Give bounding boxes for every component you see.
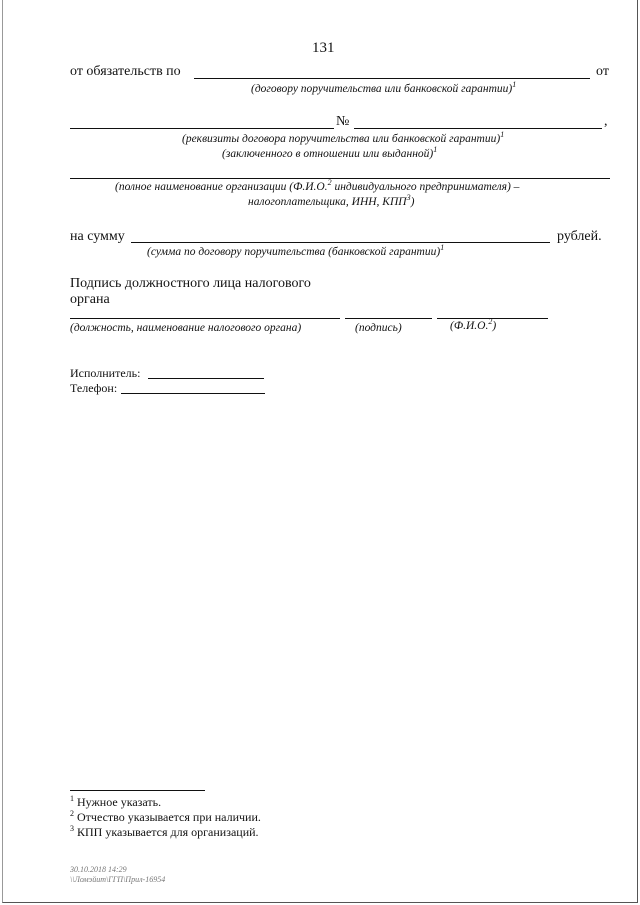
signature-title-line1: Подпись должностного лица налогового <box>70 276 311 291</box>
phone-line <box>121 393 265 394</box>
print-stamp-line2: \\Ломэйит\ГГП\Прил-16954 <box>70 875 166 884</box>
from-label: от <box>596 64 609 79</box>
fio-line <box>437 318 548 319</box>
taxpayer-caption: налогоплательщика, ИНН, КПП$^3$) <box>248 193 415 208</box>
phone-label: Телефон: <box>70 381 118 395</box>
executor-label: Исполнитель: <box>70 366 141 380</box>
page-number: 131 <box>312 40 335 56</box>
obligations-label: от обязательств по <box>70 64 181 79</box>
executor-line <box>148 378 264 379</box>
position-line <box>70 318 340 319</box>
contract-details-caption: (реквизиты договора поручительства или банковской гарантии)$^1$ <box>182 130 505 145</box>
sign-line <box>345 318 432 319</box>
footnote-2: $^2$ Отчество указывается при наличии. <box>70 809 261 824</box>
print-stamp-line1: 30.10.2018 14:29 <box>70 865 127 874</box>
concluded-caption: (заключенного в отношении или выданной)$^1$ <box>222 145 438 160</box>
position-caption: (должность, наименование налогового органа) <box>70 322 302 334</box>
date-line <box>70 128 334 129</box>
contract-number-line <box>354 128 602 129</box>
amount-line <box>131 242 550 243</box>
contract-type-caption: (договору поручительства или банковской гарантии)$^1$ <box>251 80 517 95</box>
organization-caption: (полное наименование организации (Ф.И.О.$^2$ индивидуального предпринимателя) – <box>115 178 520 193</box>
comma: , <box>604 114 608 129</box>
footnote-separator <box>70 790 205 791</box>
amount-label: на сумму <box>70 229 125 244</box>
rubles-label: рублей. <box>557 229 602 244</box>
footnote-1: $^1$ Нужное указать. <box>70 794 162 809</box>
signature-title-line2: органа <box>70 292 110 307</box>
footnote-3: $^3$ КПП указывается для организаций. <box>70 824 259 839</box>
organization-line <box>70 178 610 179</box>
fio-caption: (Ф.И.О.$^2$) <box>450 317 497 332</box>
number-sign: № <box>336 114 350 129</box>
contract-type-line <box>194 78 590 79</box>
amount-caption: (сумма по договору поручительства (банковской гарантии)$^1$ <box>147 243 445 258</box>
sign-caption: (подпись) <box>355 322 402 334</box>
